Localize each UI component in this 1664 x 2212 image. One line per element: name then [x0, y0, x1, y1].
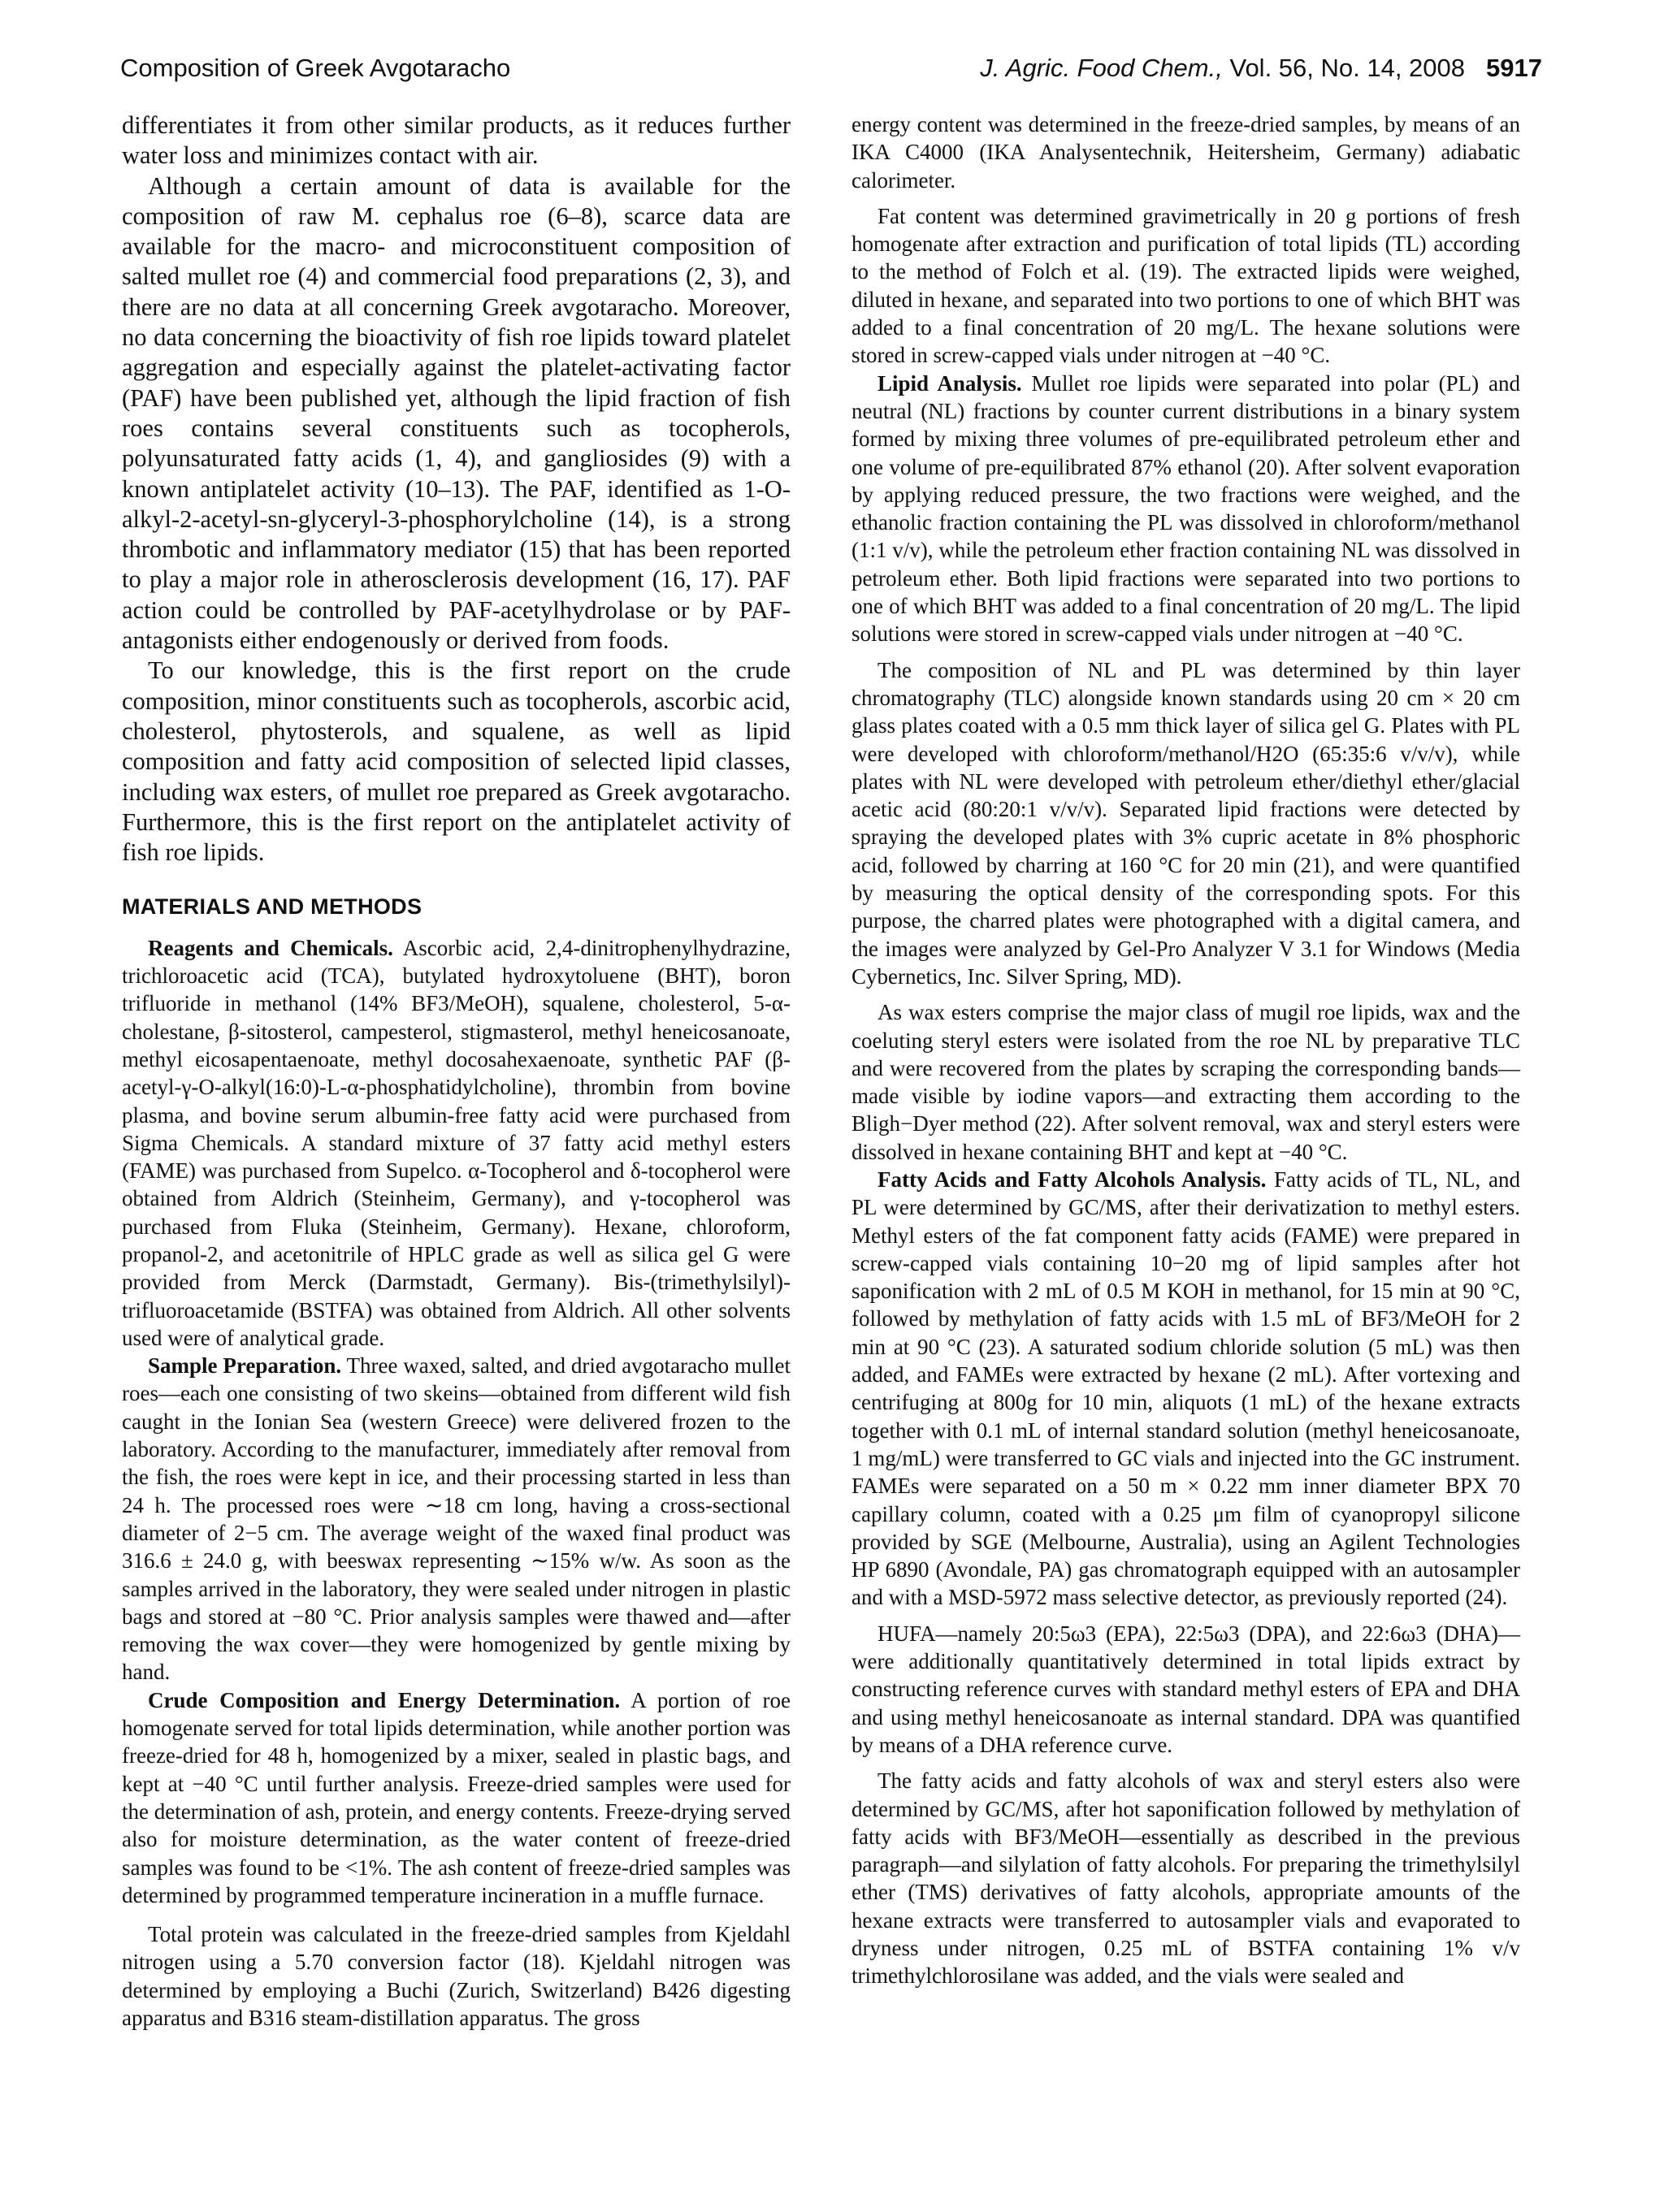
page-number: 5917 [1486, 54, 1542, 82]
paragraph: differentiates it from other similar products, as it reduces further water loss and minimizes contact with air. [122, 111, 791, 170]
section-heading: MATERIALS AND METHODS [122, 894, 422, 920]
paragraph [122, 934, 791, 1352]
citation [980, 54, 1542, 83]
paragraph: As wax esters comprise the major class of mugil roe lipids, wax and the coeluting steryl esters were isolated from the roe NL by preparative TLC and were recovered from the plates by scraping the corresponding bands—made visible by iodine vapors—and extracting them according to the Bligh−Dyer method (22). After solvent removal, wax and steryl esters were dissolved in hexane containing BHT and kept at −40 °C. [852, 1000, 1520, 1164]
paragraph-body: Mullet roe lipids were separated into polar (PL) and neutral (NL) fractions by counter current distributions in a binary system formed by mixing three volumes of pre-equilibrated petroleum ether and one volume of pre-equilibrated 87% ethanol (20). After solvent evaporation by applying reduced pressure, the two fractions were weighed, and the ethanolic fraction containing the PL was dissolved in chloroform/methanol (1:1 v/v), while the petroleum ether fraction containing NL was dissolved in petroleum ether. Both lipid fractions were separated into two portions to one of which BHT was added to a final concentration of 20 mg/L. The lipid solutions were stored in screw-capped vials under nitrogen at −40 °C. [852, 370, 1520, 647]
subsection-heading: Fatty Acids and Fatty Alcohols Analysis. [878, 1167, 1267, 1192]
paragraph: energy content was determined in the freeze-dried samples, by means of an IKA C4000 (IKA Analysentechnik, Heitersheim, Germany) adiabatic calorimeter. [852, 112, 1520, 193]
journal-name: J. Agric. Food Chem., [980, 54, 1223, 82]
paragraph [122, 1352, 791, 1686]
paragraph-body: Ascorbic acid, 2,4-dinitrophenylhydrazine, trichloroacetic acid (TCA), butylated hydroxytoluene (BHT), boron trifluoride in methanol (14% BF3/MeOH), squalene, cholesterol, 5-α-cholestane, β-sitosterol, campesterol, stigmasterol, methyl heneicosanoate, methyl eicosapentaenoate, methyl docosahexaenoate, synthetic PAF (β-acetyl-γ-O-alkyl(16:0)-L-α-phosphatidylcholine), thrombin from bovine plasma, and bovine serum albumin-free fatty acid were purchased from Sigma Chemicals. A standard mixture of 37 fatty acid methyl esters (FAME) was purchased from Supelco. α-Tocopherol and δ-tocopherol were obtained from Aldrich (Steinheim, Germany), and γ-tocopherol was purchased from Fluka (Steinheim, Germany). Hexane, chloroform, propanol-2, and acetonitrile of HPLC grade as well as silica gel G were provided from Merck (Darmstadt, Germany). Bis-(trimethylsilyl)-trifluoroacetamide (BSTFA) was obtained from Aldrich. All other solvents used were of analytical grade. [122, 935, 791, 1350]
paragraph-body: Three waxed, salted, and dried avgotaracho mullet roes—each one consisting of two skeins—obtained from different wild fish caught in the Ionian Sea (western Greece) were delivered frozen to the laboratory. According to the manufacturer, immediately after removal from the fish, the roes were kept in ice, and their processing started in less than 24 h. The processed roes were ∼18 cm long, having a cross-sectional diameter of 2−5 cm. The average weight of the waxed final product was 316.6 ± 24.0 g, with beeswax representing ∼15% w/w. As soon as the samples arrived in the laboratory, they were sealed under nitrogen in plastic bags and stored at −80 °C. Prior analysis samples were thawed and—after removing the wax cover—they were homogenized by gentle mixing by hand. [122, 1353, 791, 1685]
paragraph: Total protein was calculated in the freeze-dried samples from Kjeldahl nitrogen using a 5.70 conversion factor (18). Kjeldahl nitrogen was determined by employing a Buchi (Zurich, Switzerland) B426 digesting apparatus and B316 steam-distillation apparatus. The gross [122, 1922, 791, 2030]
paragraph: Although a certain amount of data is available for the composition of raw M. cephalus roe (6–8), scarce data are available for the macro- and microconstituent composition of salted mullet roe (4) and commercial food preparations (2, 3), and there are no data at all concerning Greek avgotaracho. Moreover, no data concerning the bioactivity of fish roe lipids toward platelet aggregation and especially against the platelet-activating factor (PAF) have been published yet, although the lipid fraction of fish roes contains several constituents such as tocopherols, polyunsaturated fatty acids (1, 4), and gangliosides (9) with a known antiplatelet activity (10–13). The PAF, identified as 1-O-alkyl-2-acetyl-sn-glyceryl-3-phosphorylcholine (14), is a strong thrombotic and inflammatory mediator (15) that has been reported to play a major role in atherosclerosis development (16, 17). PAF action could be controlled by PAF-acetylhydrolase or by PAF-antagonists either endogenously or derived from foods. [122, 171, 791, 655]
paragraph [122, 1686, 791, 1909]
paragraph [852, 370, 1520, 648]
paragraph-body: Fatty acids of TL, NL, and PL were determined by GC/MS, after their derivatization to methyl esters. Methyl esters of the fat component fatty acids (FAME) were prepared in screw-capped vials containing 10−20 mg of lipid samples after hot saponification with 2 mL of 0.5 M KOH in methanol, for 15 min at 90 °C, followed by methylation of fatty acids with 1.5 mL of BF3/MeOH for 2 min at 90 °C (23). A saturated sodium chloride solution (5 mL) was then added, and FAMEs were extracted by hexane (2 mL). After vortexing and centrifuging at 800g for 10 min, aliquots (1 mL) of the hexane extracts together with 0.1 mL of internal standard solution (methyl heneicosanoate, 1 mg/mL) were transferred to GC vials and injected into the GC instrument. FAMEs were separated on a 50 m × 0.22 mm inner diameter BPX 70 capillary column, coated with a 0.25 μm film of cyanopropyl silicone provided by SGE (Melbourne, Australia), using an Agilent Technologies HP 6890 (Avondale, PA) gas chromatograph equipped with an autosampler and with a MSD-5972 mass selective detector, as previously reported (24). [852, 1167, 1520, 1610]
subsection-heading: Lipid Analysis. [878, 370, 1022, 396]
paragraph: HUFA—namely 20:5ω3 (EPA), 22:5ω3 (DPA), and 22:6ω3 (DHA)—were additionally quantitatively determined in total lipids extract by constructing reference curves with standard methyl esters of EPA and DHA and using methyl heneicosanoate as internal standard. DPA was quantified by means of a DHA reference curve. [852, 1621, 1520, 1757]
right-column [852, 110, 1520, 1990]
subsection-heading: Sample Preparation. [148, 1353, 342, 1379]
paragraph-body: A portion of roe homogenate served for total lipids determination, while another portion was freeze-dried for 48 h, homogenized by a mixer, sealed in plastic bags, and kept at −40 °C until further analysis. Freeze-dried samples were used for the determination of ash, protein, and energy contents. Freeze-drying served also for moisture determination, as the water content of freeze-dried samples was found to be <1%. The ash content of freeze-dried samples was determined by programmed temperature incineration in a muffle furnace. [122, 1687, 791, 1907]
paragraph: To our knowledge, this is the first report on the crude composition, minor constituents such as tocopherols, ascorbic acid, cholesterol, phytosterols, and squalene, as well as lipid composition and fatty acid composition of selected lipid classes, including wax esters, of mullet roe prepared as Greek avgotaracho. Furthermore, this is the first report on the antiplatelet activity of fish roe lipids. [122, 656, 791, 867]
methods-block [122, 934, 791, 2032]
subsection-heading: Crude Composition and Energy Determination. [148, 1687, 621, 1712]
volume-issue: Vol. 56, No. 14, 2008 [1222, 54, 1466, 82]
paragraph: The fatty acids and fatty alcohols of wax and steryl esters also were determined by GC/MS, after hot saponification followed by methylation of fatty acids with BF3/MeOH—essentially as described in the previous paragraph—and silylation of fatty alcohols. For preparing the trimethylsilyl ether (TMS) derivatives of fatty alcohols, appropriate amounts of the hexane extracts were transferred to autosampler vials and evaporated to dryness under nitrogen, 0.25 mL of BSTFA containing 1% v/v trimethylchlorosilane was added, and the vials were sealed and [852, 1768, 1520, 1989]
running-title: Composition of Greek Avgotaracho [120, 54, 511, 82]
paragraph: Fat content was determined gravimetrically in 20 g portions of fresh homogenate after extraction and purification of total lipids (TL) according to the method of Folch et al. (19). The extracted lipids were weighed, diluted in hexane, and separated into two portions to one of which BHT was added to a final concentration of 20 mg/L. The hexane solutions were stored in screw-capped vials under nitrogen at −40 °C. [852, 203, 1520, 368]
running-head [120, 54, 1542, 89]
subsection-heading: Reagents and Chemicals. [148, 935, 393, 960]
paragraph: The composition of NL and PL was determined by thin layer chromatography (TLC) alongside known standards using 20 cm × 20 cm glass plates coated with a 0.5 mm thick layer of silica gel G. Plates with PL were developed with chloroform/methanol/H2O (65:35:6 v/v/v), while plates with NL were developed with petroleum ether/diethyl ether/glacial acetic acid (80:20:1 v/v/v). Separated lipid fractions were detected by spraying the developed plates with 3% cupric acetate in 8% phosphoric acid, followed by charring at 160 °C for 20 min (21), and were quantified by measuring the optical density of the corresponding spots. For this purpose, the charred plates were photographed with a digital camera, and the images were analyzed by Gel-Pro Analyzer V 3.1 for Windows (Media Cybernetics, Inc. Silver Spring, MD). [852, 657, 1520, 989]
left-column [122, 110, 791, 2032]
paragraph [852, 1166, 1520, 1612]
